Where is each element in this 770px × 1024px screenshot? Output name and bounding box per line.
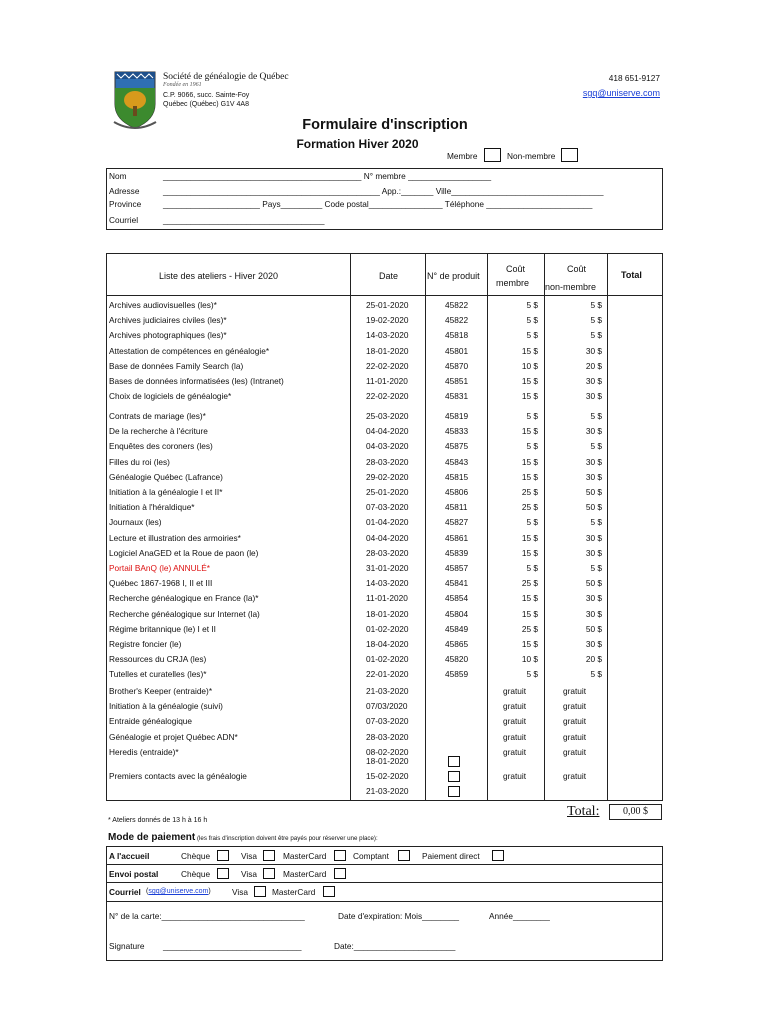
workshop-name: Choix de logiciels de généalogie* bbox=[109, 391, 232, 402]
workshop-date: 22-02-2020 bbox=[366, 360, 409, 371]
courriel-field[interactable]: ___________________________________ bbox=[163, 215, 325, 225]
accueil-comptant-label: Comptant bbox=[353, 851, 389, 861]
table-row bbox=[107, 409, 662, 424]
total-cell[interactable] bbox=[608, 500, 662, 515]
premiers-cost-nonmember: gratuit bbox=[563, 771, 587, 781]
courriel-visa-checkbox[interactable] bbox=[254, 886, 266, 897]
total-cell[interactable] bbox=[608, 515, 662, 530]
workshop-date: 22-02-2020 bbox=[366, 391, 409, 402]
accueil-mastercard-checkbox[interactable] bbox=[334, 850, 346, 861]
form-subtitle: Formation Hiver 2020 bbox=[296, 137, 419, 151]
workshop-date: 04-04-2020 bbox=[366, 426, 409, 437]
table-row bbox=[107, 500, 662, 515]
workshop-product: 45819 bbox=[445, 411, 469, 421]
premiers-date: 21-03-2020 bbox=[366, 786, 409, 797]
workshop-product: 45875 bbox=[445, 441, 469, 452]
cost-nonmember: 5 $ bbox=[590, 669, 602, 680]
col-header-product: N° de produit bbox=[427, 271, 480, 281]
workshop-product: 45831 bbox=[445, 391, 469, 402]
workshop-name: Initiation à l'héraldique* bbox=[109, 502, 195, 513]
total-cell[interactable] bbox=[608, 344, 662, 359]
cost-nonmember: 5 $ bbox=[590, 441, 602, 452]
cost-nonmember: gratuit bbox=[563, 746, 587, 757]
workshop-date: 28-03-2020 bbox=[366, 731, 409, 742]
workshop-product: 45843 bbox=[445, 456, 469, 467]
table-row bbox=[107, 374, 662, 389]
workshops-table bbox=[106, 253, 663, 801]
cost-member: 5 $ bbox=[526, 517, 538, 528]
workshop-name: Ressources du CRJA (les) bbox=[109, 654, 207, 665]
workshop-name: Base de données Family Search (la) bbox=[109, 360, 244, 371]
workshop-date: 14-03-2020 bbox=[366, 578, 409, 589]
workshop-name: Archives judiciaires civiles (les)* bbox=[109, 315, 227, 326]
col-header-total: Total bbox=[621, 270, 642, 280]
postal-cheque-label: Chèque bbox=[181, 869, 211, 879]
workshop-date: 25-01-2020 bbox=[366, 300, 409, 310]
cost-nonmember: 30 $ bbox=[585, 391, 602, 402]
postal-label: Envoi postal bbox=[109, 869, 159, 879]
workshop-date: 25-03-2020 bbox=[366, 411, 409, 421]
courriel-label: Courriel bbox=[109, 215, 139, 225]
cost-member: 15 $ bbox=[521, 345, 538, 356]
workshop-product: 45801 bbox=[445, 345, 469, 356]
table-row bbox=[107, 313, 662, 328]
table-row bbox=[107, 699, 662, 714]
workshop-product: 45811 bbox=[445, 502, 468, 513]
workshop-name: Logiciel AnaGED et la Roue de paon (le) bbox=[109, 547, 259, 558]
workshop-name: Portail BAnQ (le) ANNULÉ* bbox=[109, 563, 210, 573]
cost-member: 5 $ bbox=[526, 441, 538, 452]
workshop-date: 25-01-2020 bbox=[366, 487, 409, 497]
workshop-product: 45851 bbox=[445, 376, 469, 386]
total-cell[interactable] bbox=[608, 667, 662, 682]
workshop-date: 01-02-2020 bbox=[366, 654, 409, 665]
table-row bbox=[107, 684, 662, 699]
cost-member: 25 $ bbox=[521, 578, 538, 589]
table-row bbox=[107, 652, 662, 667]
workshop-date: 08-02-2020 bbox=[366, 746, 409, 757]
member-checkbox[interactable] bbox=[484, 148, 501, 162]
total-cell[interactable] bbox=[608, 470, 662, 485]
cost-nonmember: 30 $ bbox=[585, 345, 602, 356]
cost-member: 25 $ bbox=[521, 623, 538, 634]
workshop-product: 45804 bbox=[445, 608, 469, 619]
cost-member: 15 $ bbox=[521, 608, 538, 619]
workshop-product: 45820 bbox=[445, 654, 469, 665]
total-cell[interactable] bbox=[608, 298, 662, 313]
cost-member: 25 $ bbox=[521, 502, 538, 513]
workshop-product: 45849 bbox=[445, 623, 469, 634]
table-row bbox=[107, 576, 662, 591]
total-cell[interactable] bbox=[608, 637, 662, 652]
col-header-cost-member-2: membre bbox=[496, 278, 530, 288]
cost-nonmember: gratuit bbox=[563, 731, 587, 742]
cost-nonmember: 5 $ bbox=[590, 563, 602, 573]
total-cell[interactable] bbox=[608, 374, 662, 389]
cost-nonmember: 30 $ bbox=[585, 471, 602, 482]
workshop-date: 19-02-2020 bbox=[366, 315, 409, 326]
workshop-name: Brother's Keeper (entraide)* bbox=[109, 686, 213, 696]
workshop-date: 22-01-2020 bbox=[366, 669, 409, 680]
table-row bbox=[107, 485, 662, 500]
total-cell[interactable] bbox=[608, 313, 662, 328]
cost-member: 15 $ bbox=[521, 456, 538, 467]
workshop-date: 31-01-2020 bbox=[366, 563, 409, 573]
total-cell[interactable] bbox=[608, 409, 662, 424]
col-header-cost-nonmember-2: non-membre bbox=[545, 282, 597, 292]
workshop-name: Généalogie Québec (Lafrance) bbox=[109, 471, 223, 482]
table-row bbox=[107, 637, 662, 652]
workshop-product: 45865 bbox=[445, 639, 469, 649]
table-row bbox=[107, 344, 662, 359]
cost-nonmember: 20 $ bbox=[585, 654, 602, 665]
workshop-date: 29-02-2020 bbox=[366, 471, 409, 482]
cost-nonmember: 50 $ bbox=[585, 502, 602, 513]
nonmember-label: Non-membre bbox=[507, 151, 556, 161]
total-cell[interactable] bbox=[608, 531, 662, 546]
address-line-1: C.P. 9066, succ. Sainte-Foy bbox=[163, 92, 250, 99]
col-header-list: Liste des ateliers - Hiver 2020 bbox=[159, 271, 279, 281]
email-link[interactable]: sgq@uniserve.com bbox=[582, 88, 660, 98]
workshop-name: Archives audiovisuelles (les)* bbox=[109, 300, 217, 310]
workshop-date: 28-03-2020 bbox=[366, 547, 409, 558]
cost-nonmember: 5 $ bbox=[590, 330, 602, 341]
workshop-date: 18-01-2020 bbox=[366, 608, 409, 619]
phone-number: 418 651-9127 bbox=[608, 73, 660, 83]
courriel-email-link[interactable]: sgq@uniserve.com bbox=[148, 888, 209, 895]
accueil-cheque-label: Chèque bbox=[181, 851, 211, 861]
workshop-date: 07-03-2020 bbox=[366, 716, 409, 727]
workshop-product: 45822 bbox=[445, 300, 469, 310]
cost-member: 15 $ bbox=[521, 426, 538, 437]
table-row bbox=[107, 591, 662, 606]
total-cell[interactable] bbox=[608, 561, 662, 576]
col-header-cost-nonmember-1: Coût bbox=[567, 264, 587, 274]
workshop-product: 45854 bbox=[445, 593, 469, 604]
nom-label: Nom bbox=[109, 171, 127, 181]
expiration-year-field[interactable]: Année________ bbox=[489, 911, 550, 921]
total-cell[interactable] bbox=[608, 622, 662, 637]
table-row bbox=[107, 455, 662, 470]
col-header-cost-member-1: Coût bbox=[506, 264, 526, 274]
adresse-label: Adresse bbox=[109, 186, 140, 196]
postal-visa-label: Visa bbox=[241, 869, 257, 879]
footnote: * Ateliers donnés de 13 h à 16 h bbox=[108, 817, 208, 824]
premiers-checkbox[interactable] bbox=[448, 771, 460, 782]
signature-field[interactable]: ______________________________ bbox=[163, 941, 302, 951]
cost-member: gratuit bbox=[503, 746, 527, 757]
cost-nonmember: 50 $ bbox=[585, 487, 602, 497]
cost-member: 15 $ bbox=[521, 376, 538, 386]
cost-member: 15 $ bbox=[521, 547, 538, 558]
cost-member: gratuit bbox=[503, 716, 527, 727]
postal-visa-checkbox[interactable] bbox=[263, 868, 275, 879]
accueil-visa-checkbox[interactable] bbox=[263, 850, 275, 861]
cost-nonmember: 30 $ bbox=[585, 593, 602, 604]
cost-member: 5 $ bbox=[526, 669, 538, 680]
workshop-date: 11-01-2020 bbox=[366, 593, 408, 604]
org-name: Société de généalogie de Québec bbox=[163, 72, 289, 82]
workshop-product: 45818 bbox=[445, 330, 469, 341]
total-cell[interactable] bbox=[608, 328, 662, 343]
payment-title: Mode de paiement bbox=[108, 832, 196, 843]
workshop-name: Heredis (entraide)* bbox=[109, 746, 179, 757]
workshop-date: 21-03-2020 bbox=[366, 686, 409, 696]
nom-field[interactable]: ___________________________________________ N° membre __________________ bbox=[163, 171, 492, 181]
total-cell[interactable] bbox=[608, 652, 662, 667]
cost-member: 10 $ bbox=[521, 360, 538, 371]
total-label: Total: bbox=[567, 804, 600, 819]
cost-nonmember: 30 $ bbox=[585, 456, 602, 467]
address-line-2: Québec (Québec) G1V 4A8 bbox=[163, 101, 249, 108]
workshop-date: 04-04-2020 bbox=[366, 532, 409, 543]
org-founded: Fondée en 1961 bbox=[163, 82, 202, 88]
table-row bbox=[107, 328, 662, 343]
workshop-name: Initiation à la généalogie (suivi) bbox=[109, 701, 223, 712]
workshop-date: 01-02-2020 bbox=[366, 623, 409, 634]
cost-member: 10 $ bbox=[521, 654, 538, 665]
premiers-checkbox[interactable] bbox=[448, 756, 460, 767]
cost-nonmember: 5 $ bbox=[590, 517, 602, 528]
province-field[interactable]: _____________________ Pays_________ Code postal________________ Téléphone _______________________ bbox=[163, 199, 593, 209]
courriel-mastercard-checkbox[interactable] bbox=[323, 886, 335, 897]
signature-label: Signature bbox=[109, 941, 145, 951]
workshop-date: 18-01-2020 bbox=[366, 345, 409, 356]
workshop-date: 04-03-2020 bbox=[366, 441, 409, 452]
workshop-name: Tutelles et curatelles (les)* bbox=[109, 669, 207, 680]
workshop-date: 01-04-2020 bbox=[366, 517, 409, 528]
workshop-product: 45833 bbox=[445, 426, 469, 437]
total-cell[interactable] bbox=[608, 714, 662, 729]
table-row bbox=[107, 424, 662, 439]
total-cell[interactable] bbox=[608, 684, 662, 699]
cost-member: 5 $ bbox=[526, 330, 538, 341]
premiers-name: Premiers contacts avec la généalogie bbox=[109, 771, 247, 781]
premiers-date: 15-02-2020 bbox=[366, 771, 409, 782]
total-cell[interactable] bbox=[608, 730, 662, 745]
table-row bbox=[107, 622, 662, 637]
workshop-name: Québec 1867-1968 I, II et III bbox=[109, 578, 213, 589]
workshop-name: Contrats de mariage (les)* bbox=[109, 411, 206, 421]
cost-nonmember: 5 $ bbox=[590, 300, 602, 310]
workshop-product: 45806 bbox=[445, 487, 469, 497]
postal-mastercard-checkbox[interactable] bbox=[334, 868, 346, 879]
accueil-mastercard-label: MasterCard bbox=[283, 851, 327, 861]
workshop-name: Généalogie et projet Québec ADN* bbox=[109, 731, 238, 742]
cost-member: 15 $ bbox=[521, 471, 538, 482]
cost-nonmember: 50 $ bbox=[585, 578, 602, 589]
payment-note: (les frais d'inscription doivent être payés pour réserver une place): bbox=[197, 835, 378, 842]
total-cell[interactable] bbox=[608, 546, 662, 561]
workshop-product: 45815 bbox=[445, 471, 469, 482]
workshop-date: 07/03/2020 bbox=[366, 701, 408, 712]
total-cell[interactable] bbox=[608, 576, 662, 591]
nonmember-checkbox[interactable] bbox=[561, 148, 578, 162]
table-row bbox=[107, 439, 662, 454]
cost-nonmember: 30 $ bbox=[585, 608, 602, 619]
workshop-date: 18-04-2020 bbox=[366, 639, 409, 649]
workshop-name: Entraide généalogique bbox=[109, 716, 193, 727]
workshop-name: Bases de données informatisées (les) (Intranet) bbox=[109, 376, 284, 386]
workshop-product: 45839 bbox=[445, 547, 469, 558]
total-value: 0,00 $ bbox=[609, 804, 662, 820]
cost-nonmember: gratuit bbox=[563, 686, 587, 696]
expiration-month-field[interactable]: Date d'expiration: Mois________ bbox=[338, 911, 460, 921]
workshop-product: 45861 bbox=[445, 532, 469, 543]
total-cell[interactable] bbox=[608, 424, 662, 439]
cost-nonmember: 30 $ bbox=[585, 547, 602, 558]
accueil-label: A l'accueil bbox=[109, 851, 150, 861]
workshop-product: 45870 bbox=[445, 360, 469, 371]
cost-member: 5 $ bbox=[526, 315, 538, 326]
courriel-pay-label: Courriel bbox=[109, 887, 141, 897]
workshop-name: Registre foncier (le) bbox=[109, 639, 182, 649]
accueil-direct-checkbox[interactable] bbox=[492, 850, 504, 861]
table-row bbox=[107, 607, 662, 622]
cost-nonmember: 30 $ bbox=[585, 532, 602, 543]
total-cell[interactable] bbox=[608, 485, 662, 500]
table-row bbox=[107, 714, 662, 729]
member-label: Membre bbox=[447, 151, 478, 161]
postal-cheque-checkbox[interactable] bbox=[217, 868, 229, 879]
cost-nonmember: 5 $ bbox=[590, 411, 602, 421]
courriel-mastercard-label: MasterCard bbox=[272, 887, 316, 897]
total-cell[interactable] bbox=[608, 389, 662, 404]
cost-member: 25 $ bbox=[521, 487, 538, 497]
cost-member: 15 $ bbox=[521, 391, 538, 402]
workshop-date: 14-03-2020 bbox=[366, 330, 409, 341]
courriel-email-wrap: (sgq@uniserve.com) bbox=[146, 888, 211, 895]
workshop-product: 45841 bbox=[445, 578, 469, 589]
accueil-comptant-checkbox[interactable] bbox=[398, 850, 410, 861]
table-row bbox=[107, 730, 662, 745]
total-cell[interactable] bbox=[608, 745, 662, 760]
workshop-date: 11-01-2020 bbox=[366, 376, 408, 386]
workshop-name: Recherche généalogique sur Internet (la) bbox=[109, 608, 260, 619]
workshop-product: 45859 bbox=[445, 669, 469, 680]
table-row bbox=[107, 546, 662, 561]
total-cell[interactable] bbox=[608, 607, 662, 622]
cost-member: 5 $ bbox=[526, 563, 538, 573]
adresse-field[interactable]: _______________________________________________ App.:_______ Ville_________________________________ bbox=[163, 186, 604, 196]
premiers-date: 18-01-2020 bbox=[366, 756, 409, 766]
workshop-product: 45822 bbox=[445, 315, 469, 326]
cost-member: 5 $ bbox=[526, 411, 538, 421]
workshop-name: Initiation à la généalogie I et II* bbox=[109, 487, 223, 497]
total-cell[interactable] bbox=[608, 439, 662, 454]
cost-nonmember: 30 $ bbox=[585, 426, 602, 437]
premiers-checkbox[interactable] bbox=[448, 786, 460, 797]
courriel-visa-label: Visa bbox=[232, 887, 248, 897]
table-row bbox=[107, 470, 662, 485]
table-row bbox=[107, 515, 662, 530]
cost-member: 15 $ bbox=[521, 593, 538, 604]
col-header-date: Date bbox=[379, 271, 399, 281]
postal-mastercard-label: MasterCard bbox=[283, 869, 327, 879]
table-row bbox=[107, 389, 662, 404]
workshop-name: Lecture et illustration des armoiries* bbox=[109, 532, 241, 543]
workshop-name: Recherche généalogique en France (la)* bbox=[109, 593, 259, 604]
workshop-product: 45827 bbox=[445, 517, 469, 528]
premiers-cost-member: gratuit bbox=[503, 771, 527, 781]
workshop-name: Journaux (les) bbox=[109, 517, 162, 528]
table-row bbox=[107, 561, 662, 576]
form-title: Formulaire d'inscription bbox=[302, 117, 468, 133]
cost-nonmember: 30 $ bbox=[585, 639, 602, 649]
accueil-direct-label: Paiement direct bbox=[422, 851, 480, 861]
total-cell[interactable] bbox=[608, 359, 662, 374]
workshop-name: Enquêtes des coroners (les) bbox=[109, 441, 213, 452]
workshop-date: 28-03-2020 bbox=[366, 456, 409, 467]
cost-member: 15 $ bbox=[521, 639, 538, 649]
card-number-field[interactable]: N° de la carte:_______________________________ bbox=[109, 911, 305, 921]
cost-nonmember: 30 $ bbox=[585, 376, 602, 386]
workshop-name: De la recherche à l'écriture bbox=[109, 426, 208, 437]
table-row bbox=[107, 359, 662, 374]
accueil-visa-label: Visa bbox=[241, 851, 257, 861]
cost-member: 5 $ bbox=[526, 300, 538, 310]
table-row bbox=[107, 667, 662, 682]
workshop-name: Filles du roi (les) bbox=[109, 456, 170, 467]
workshop-name: Régime britannique (le) I et II bbox=[109, 623, 216, 634]
province-label: Province bbox=[109, 199, 142, 209]
cost-member: gratuit bbox=[503, 701, 527, 712]
date-field[interactable]: Date:______________________ bbox=[334, 941, 456, 951]
accueil-cheque-checkbox[interactable] bbox=[217, 850, 229, 861]
cost-nonmember: 50 $ bbox=[585, 623, 602, 634]
table-row bbox=[107, 531, 662, 546]
workshop-product: 45857 bbox=[445, 563, 469, 573]
workshop-date: 07-03-2020 bbox=[366, 502, 409, 513]
cost-member: 15 $ bbox=[521, 532, 538, 543]
total-cell[interactable] bbox=[608, 699, 662, 714]
total-cell[interactable] bbox=[608, 455, 662, 470]
cost-member: gratuit bbox=[503, 731, 527, 742]
workshop-name: Attestation de compétences en généalogie* bbox=[109, 345, 270, 356]
cost-nonmember: gratuit bbox=[563, 716, 587, 727]
cost-nonmember: 5 $ bbox=[590, 315, 602, 326]
total-cell[interactable] bbox=[608, 591, 662, 606]
workshop-name: Archives photographiques (les)* bbox=[109, 330, 227, 341]
table-row bbox=[107, 298, 662, 313]
cost-member: gratuit bbox=[503, 686, 527, 696]
cost-nonmember: 20 $ bbox=[585, 360, 602, 371]
cost-nonmember: gratuit bbox=[563, 701, 587, 712]
